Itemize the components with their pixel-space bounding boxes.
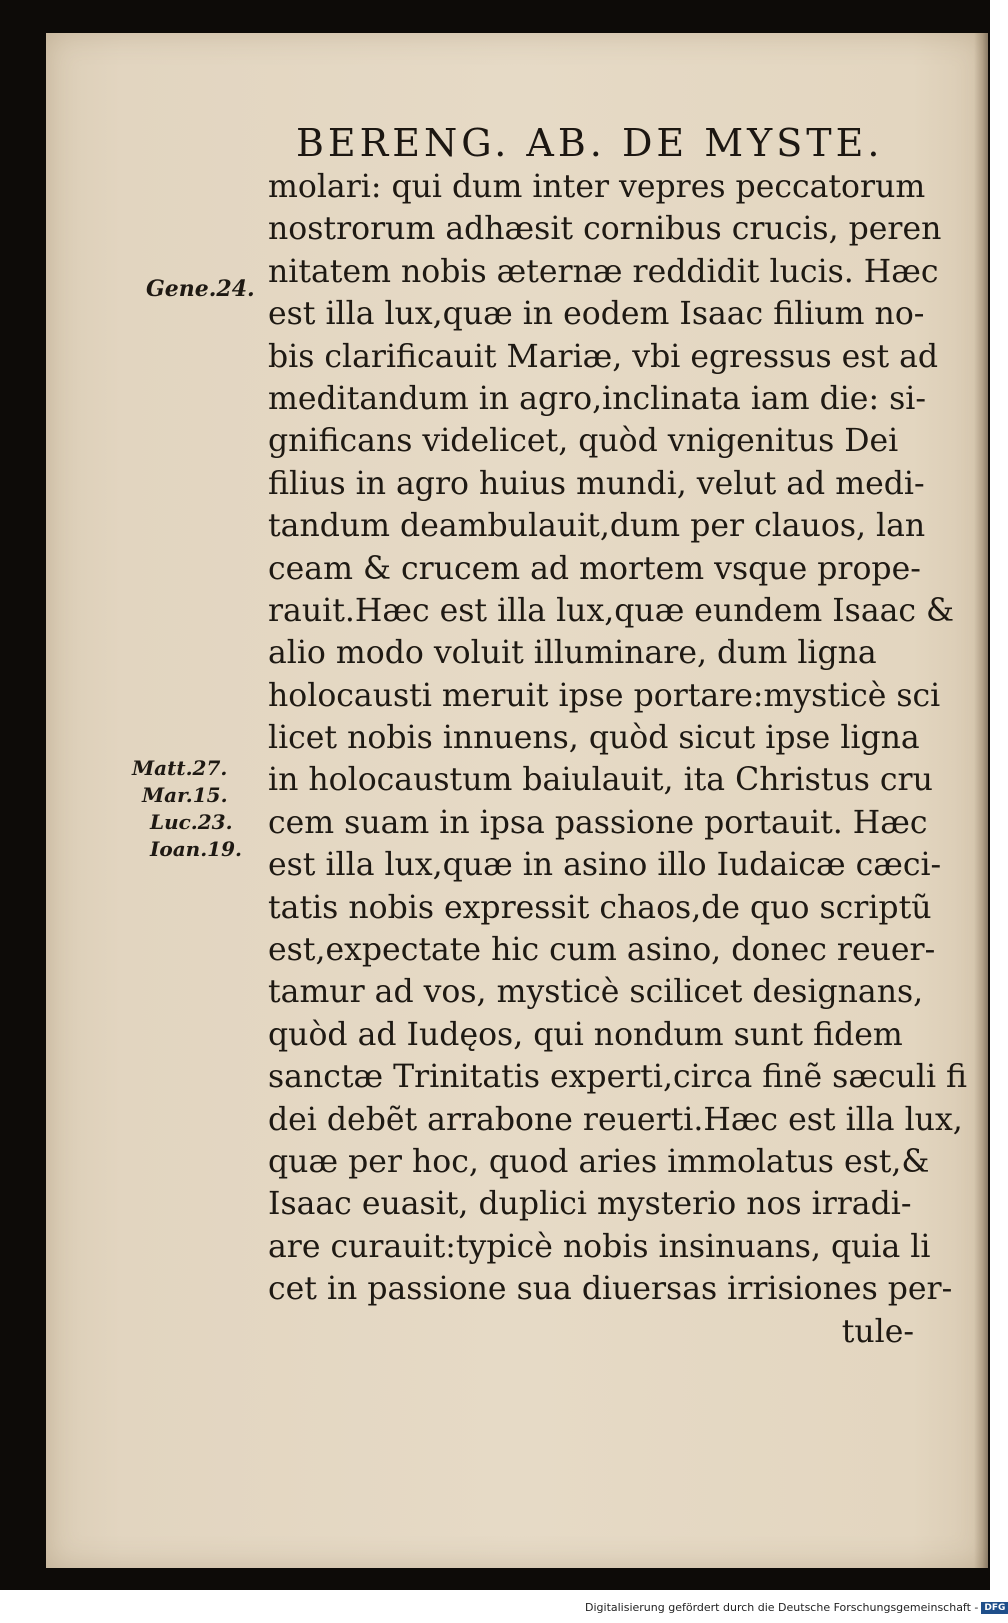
marginal-note-mar: Mar.15. xyxy=(142,783,228,807)
text-line: are curauit:typicè nobis insinuans, quia li xyxy=(268,1228,931,1265)
text-line: meditandum in agro,inclinata iam die: si- xyxy=(268,380,926,417)
marginal-note-matt: Matt.27. xyxy=(132,756,228,780)
digitization-footer xyxy=(585,1600,1006,1616)
text-line: holocausti meruit ipse portare:mysticè sci xyxy=(268,677,941,714)
text-line: in holocaustum baiulauit, ita Christus cru xyxy=(268,762,933,799)
text-line: sanctæ Trinitatis experti,circa finẽ sæculi fi xyxy=(268,1059,968,1096)
text-line: licet nobis innuens, quòd sicut ipse ligna xyxy=(268,720,920,757)
body-text xyxy=(268,166,968,1353)
text-line: nostrorum adhæsit cornibus crucis, peren xyxy=(268,211,942,248)
marginal-note-ioan: Ioan.19. xyxy=(150,837,242,861)
text-line: quæ per hoc, quod aries immolatus est,& xyxy=(268,1143,930,1180)
text-line: est illa lux,quæ in eodem Isaac filium no- xyxy=(268,296,925,333)
text-line: cem suam in ipsa passione portauit. Hæc xyxy=(268,804,928,841)
text-line: molari: qui dum inter vepres peccatorum xyxy=(268,169,926,205)
text-line: ceam & crucem ad mortem vsque prope- xyxy=(268,550,921,587)
text-line: gnificans videlicet, quòd vnigenitus Dei xyxy=(268,423,899,460)
text-line: dei debẽt arrabone reuerti.Hæc est illa lux, xyxy=(268,1101,963,1138)
text-line: bis clarificauit Mariæ, vbi egressus est ad xyxy=(268,338,939,375)
text-line: tandum deambulauit,dum per clauos, lan xyxy=(268,508,926,545)
footer-credit-text: Digitalisierung gefördert durch die Deutsche Forschungsgemeinschaft - xyxy=(585,1601,979,1614)
text-line: est,expectate hic cum asino, donec reuer- xyxy=(268,932,936,969)
text-line: Isaac euasit, duplici mysterio nos irradi- xyxy=(268,1186,912,1223)
book-page xyxy=(46,33,988,1568)
page-edge-shadow xyxy=(974,33,988,1568)
text-line: cet in passione sua diuersas irrisiones per- xyxy=(268,1271,953,1308)
text-line: alio modo voluit illuminare, dum ligna xyxy=(268,635,877,672)
marginal-note-gene: Gene.24. xyxy=(146,276,255,302)
text-line: est illa lux,quæ in asino illo Iudaicæ cæci- xyxy=(268,847,942,884)
catchword: tule- xyxy=(841,1313,914,1350)
text-line: tamur ad vos, mysticè scilicet designans, xyxy=(268,974,924,1011)
marginal-note-luc: Luc.23. xyxy=(150,810,233,834)
text-line: tatis nobis expressit chaos,de quo scriptũ xyxy=(268,889,932,926)
text-line: nitatem nobis æternæ reddidit lucis. Hæc xyxy=(268,253,939,290)
text-line: filius in agro huius mundi, velut ad medi- xyxy=(268,465,925,502)
text-line: quòd ad Iudęos, qui nondum sunt fidem xyxy=(268,1016,903,1053)
running-header: BERENG. AB. DE MYSTE. xyxy=(296,121,884,165)
dfg-logo: DFG xyxy=(981,1602,1008,1614)
text-line: rauit.Hæc est illa lux,quæ eundem Isaac & xyxy=(268,592,955,629)
